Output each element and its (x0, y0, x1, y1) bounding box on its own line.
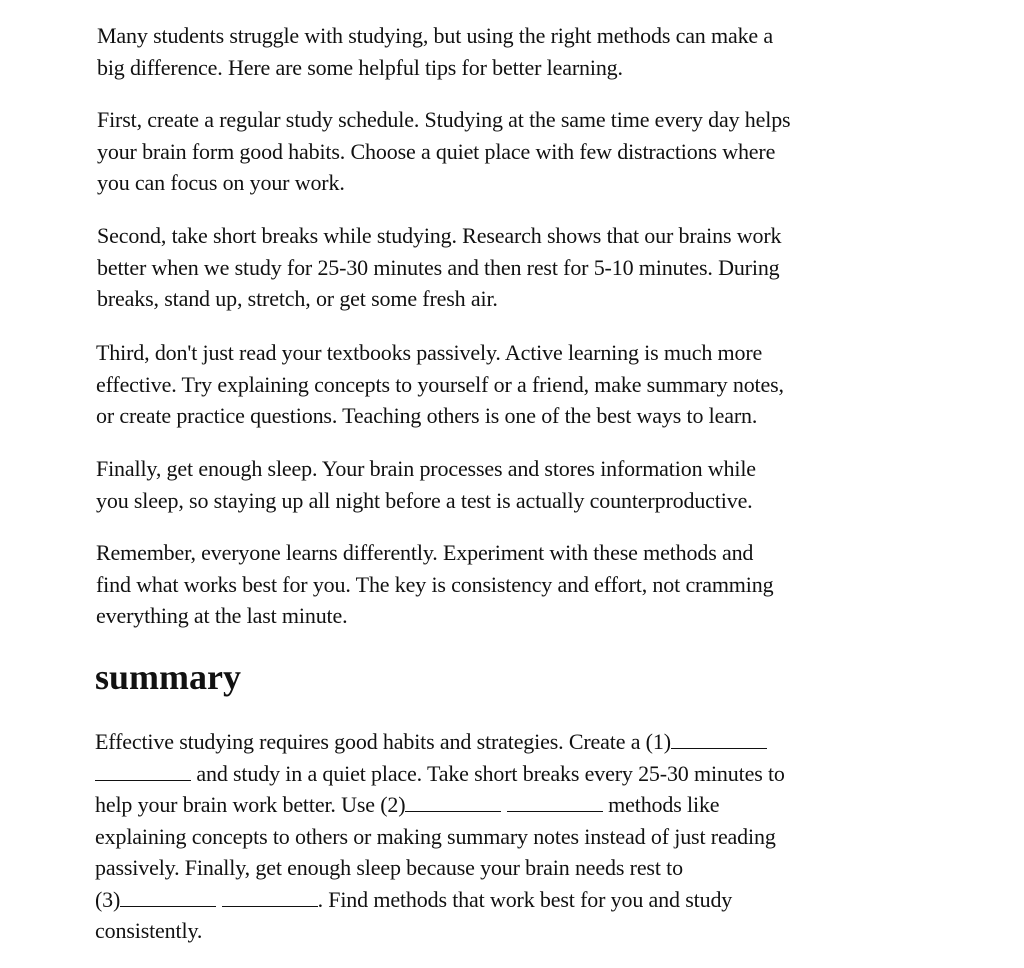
summary-line (95, 884, 785, 916)
summary-line (95, 789, 785, 821)
paragraph-finally (96, 453, 756, 516)
blank-3a[interactable] (120, 888, 216, 907)
text-line: Remember, everyone learns differently. Experiment with these methods and (96, 540, 754, 565)
summary-paragraph (95, 726, 785, 947)
blank-1b[interactable] (95, 762, 191, 781)
summary-line (95, 915, 785, 947)
summary-text: Effective studying requires good habits and strategies. Create a (1) (95, 729, 671, 754)
text-line: Second, take short breaks while studying. Research shows that our brains work (97, 223, 782, 248)
text-line: find what works best for you. The key is consistency and effort, not cramming (96, 571, 774, 597)
text-line: your brain form good habits. Choose a quiet place with few distractions where (97, 138, 776, 164)
summary-text: (3) (95, 886, 121, 912)
summary-heading: summary (95, 657, 241, 697)
text-line: effective. Try explaining concepts to yourself or a friend, make summary notes, (96, 371, 784, 397)
summary-text: and study in a quiet place. Take short breaks every 25-30 minutes to (191, 760, 785, 786)
text-line: Many students struggle with studying, but using the right methods can make a (97, 23, 774, 48)
blank-2a[interactable] (405, 793, 501, 812)
text-line: everything at the last minute. (96, 603, 348, 628)
summary-text: . Find methods that work best for you and study (317, 886, 733, 912)
summary-line (95, 821, 785, 853)
paragraph-first (97, 104, 790, 199)
paragraph-remember (96, 537, 773, 632)
text-line: you sleep, so staying up all night before a test is actually counterproductive. (96, 487, 753, 513)
summary-text: methods like (602, 792, 720, 817)
text-line: you can focus on your work. (97, 170, 345, 195)
text-line: First, create a regular study schedule. Studying at the same time every day helps (97, 107, 791, 132)
summary-text: help your brain work better. Use (2) (95, 792, 406, 817)
paragraph-second (97, 220, 781, 315)
text-line: big difference. Here are some helpful tips for better learning. (97, 54, 623, 80)
summary-line (95, 852, 785, 884)
text-line: or create practice questions. Teaching others is one of the best ways to learn. (96, 403, 758, 428)
text-line: Third, don't just read your textbooks passively. Active learning is much more (96, 340, 763, 365)
text-line: Finally, get enough sleep. Your brain processes and stores information while (96, 456, 756, 481)
blank-2b[interactable] (507, 793, 603, 812)
text-line: better when we study for 25-30 minutes and then rest for 5-10 minutes. During (97, 254, 780, 280)
text-line: breaks, stand up, stretch, or get some fresh air. (97, 286, 498, 311)
summary-text: explaining concepts to others or making summary notes instead of just reading (95, 823, 776, 849)
summary-text: passively. Finally, get enough sleep because your brain needs rest to (95, 855, 683, 880)
paragraph-intro (97, 20, 773, 83)
blank-1a[interactable] (671, 730, 767, 749)
blank-3b[interactable] (222, 888, 318, 907)
summary-line (95, 726, 785, 758)
summary-line (95, 758, 785, 790)
paragraph-third (96, 337, 784, 432)
summary-text: consistently. (95, 918, 203, 943)
